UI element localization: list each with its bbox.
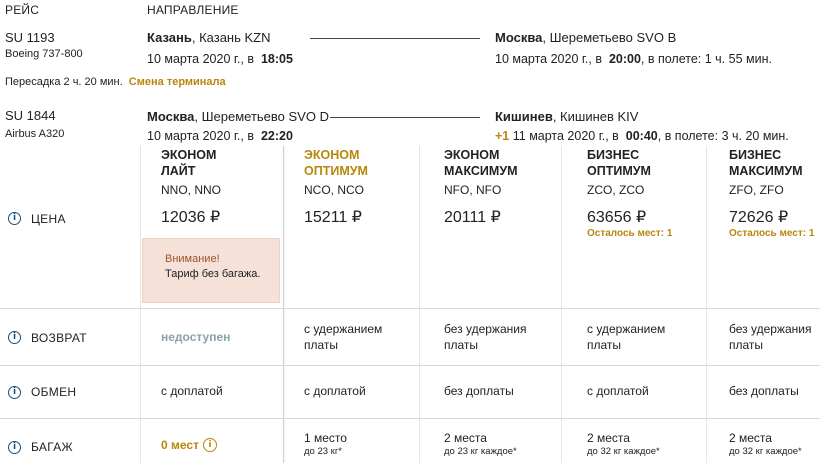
fare-code: NNO, NNO bbox=[161, 183, 221, 197]
notice-text: Тариф без багажа. bbox=[165, 268, 261, 280]
route-line bbox=[310, 38, 480, 39]
exchange-value: с доплатой bbox=[161, 384, 223, 398]
refund-value: недоступен bbox=[161, 330, 231, 344]
info-icon[interactable]: i bbox=[8, 212, 21, 225]
baggage-value: 2 места bbox=[729, 431, 772, 445]
baggage-value: 2 места bbox=[587, 431, 630, 445]
fare-code: ZFO, ZFO bbox=[729, 183, 784, 197]
info-icon[interactable]: i bbox=[8, 441, 21, 454]
fare-price[interactable]: 15211 ₽ bbox=[304, 209, 362, 226]
baggage-note: до 23 кг* bbox=[304, 446, 342, 457]
exchange-value: без доплаты bbox=[729, 384, 799, 398]
row-divider bbox=[0, 365, 820, 366]
flight-number: SU 1193 bbox=[5, 30, 55, 45]
row-label-exchange: ОБМЕН bbox=[31, 385, 77, 399]
fare-name[interactable]: ЭКОНОМ ЛАЙТ bbox=[161, 148, 217, 178]
seats-left: Осталось мест: 1 bbox=[729, 228, 815, 239]
row-divider bbox=[0, 418, 820, 419]
info-icon[interactable]: i bbox=[8, 331, 21, 344]
exchange-value: с доплатой bbox=[304, 384, 366, 398]
column-divider bbox=[283, 146, 284, 463]
fare-name[interactable]: ЭКОНОМ МАКСИМУМ bbox=[444, 148, 518, 178]
fare-price[interactable]: 20111 ₽ bbox=[444, 209, 501, 226]
seats-left: Осталось мест: 1 bbox=[587, 228, 673, 239]
baggage-note: до 23 кг каждое* bbox=[444, 446, 517, 457]
exchange-value: с доплатой bbox=[587, 384, 649, 398]
next-day-marker: +1 bbox=[495, 129, 510, 143]
arrival-city: Кишинев, Кишинев KIV bbox=[495, 109, 639, 124]
column-divider bbox=[706, 146, 707, 463]
flight-number: SU 1844 bbox=[5, 108, 56, 123]
fare-code: NFO, NFO bbox=[444, 183, 502, 197]
baggage-value: 1 место bbox=[304, 431, 347, 445]
fare-price[interactable]: 72626 ₽ bbox=[729, 209, 789, 226]
departure-datetime: 10 марта 2020 г., в 18:05 bbox=[147, 52, 293, 66]
fare-code: NCO, NCO bbox=[304, 183, 364, 197]
transfer-info: Пересадка 2 ч. 20 мин. Смена терминала bbox=[5, 76, 226, 88]
fare-name[interactable]: БИЗНЕС МАКСИМУМ bbox=[729, 148, 803, 178]
fare-code: ZCO, ZCO bbox=[587, 183, 645, 197]
info-icon[interactable]: i bbox=[203, 438, 217, 452]
fare-name[interactable]: БИЗНЕС ОПТИМУМ bbox=[587, 148, 651, 178]
exchange-value: без доплаты bbox=[444, 384, 514, 398]
baggage-value: 0 мест bbox=[161, 438, 199, 452]
flight-column-header: РЕЙС bbox=[5, 3, 40, 17]
no-baggage-notice bbox=[142, 238, 280, 303]
info-icon[interactable]: i bbox=[8, 386, 21, 399]
refund-value: без удержания платы bbox=[444, 322, 527, 352]
row-divider bbox=[0, 308, 820, 309]
refund-value: с удержанием платы bbox=[304, 322, 383, 352]
column-divider bbox=[419, 146, 420, 463]
fare-name-selected[interactable]: ЭКОНОМ ОПТИМУМ bbox=[304, 148, 368, 178]
departure-datetime: 10 марта 2020 г., в 22:20 bbox=[147, 129, 293, 143]
row-label-price: ЦЕНА bbox=[31, 212, 66, 226]
terminal-change-label: Смена терминала bbox=[128, 76, 226, 88]
route-line bbox=[330, 117, 480, 118]
refund-value: без удержания платы bbox=[729, 322, 812, 352]
row-label-refund: ВОЗВРАТ bbox=[31, 331, 87, 345]
baggage-value: 2 места bbox=[444, 431, 487, 445]
baggage-note: до 32 кг каждое* bbox=[729, 446, 802, 457]
notice-title: Внимание! bbox=[165, 253, 220, 265]
arrival-datetime: 10 марта 2020 г., в 20:00, в полете: 1 ч. 55 мин. bbox=[495, 52, 772, 66]
row-label-baggage: БАГАЖ bbox=[31, 440, 73, 454]
departure-city: Казань, Казань KZN bbox=[147, 30, 271, 45]
direction-column-header: НАПРАВЛЕНИЕ bbox=[147, 3, 239, 17]
arrival-city: Москва, Шереметьево SVO B bbox=[495, 30, 677, 45]
baggage-note: до 32 кг каждое* bbox=[587, 446, 660, 457]
fare-price[interactable]: 12036 ₽ bbox=[161, 209, 221, 226]
column-divider bbox=[140, 146, 141, 463]
aircraft-type: Airbus A320 bbox=[5, 128, 65, 140]
departure-city: Москва, Шереметьево SVO D bbox=[147, 109, 329, 124]
arrival-datetime: +1 11 марта 2020 г., в 00:40, в полете: 3 ч. 20 мин. bbox=[495, 129, 789, 143]
column-divider bbox=[561, 146, 562, 463]
refund-value: с удержанием платы bbox=[587, 322, 666, 352]
fare-price[interactable]: 63656 ₽ bbox=[587, 209, 647, 226]
aircraft-type: Boeing 737-800 bbox=[5, 48, 83, 60]
